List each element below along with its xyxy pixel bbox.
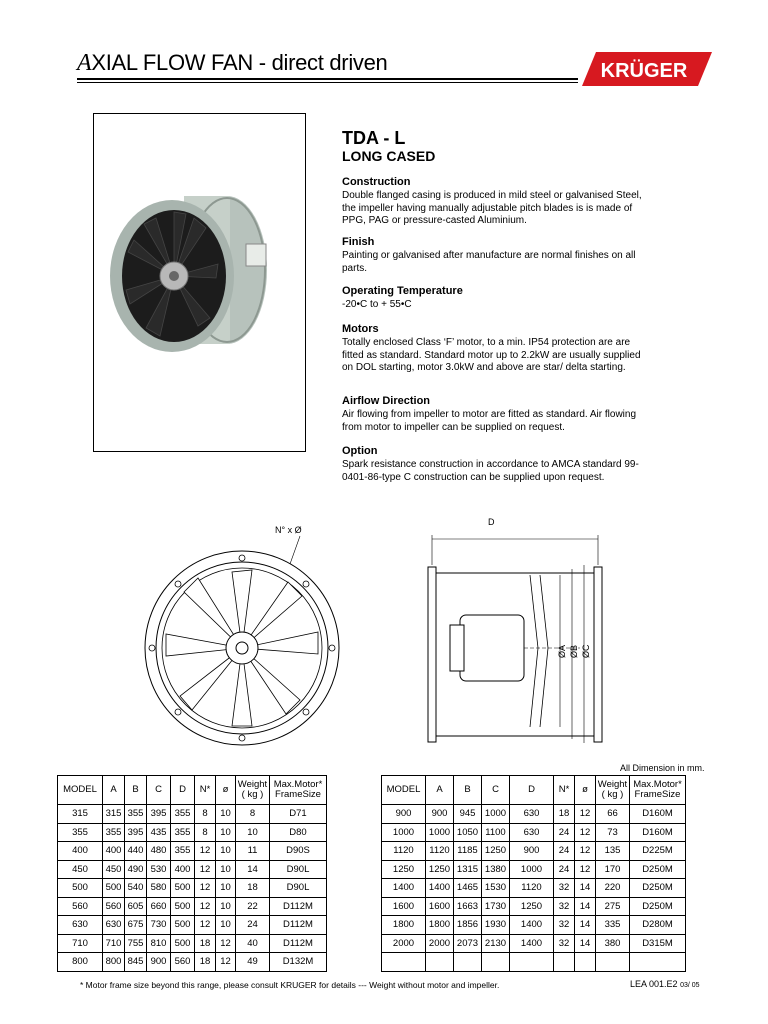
table-cell: 1930 bbox=[482, 916, 510, 935]
table-cell: 170 bbox=[596, 860, 630, 879]
section-airflow bbox=[342, 395, 642, 434]
section-heading: Option bbox=[342, 445, 378, 457]
table-cell: 14 bbox=[236, 860, 270, 879]
table-cell: 900 bbox=[510, 842, 554, 861]
table-row bbox=[382, 879, 686, 898]
column-header: C bbox=[482, 776, 510, 805]
table-cell: 755 bbox=[125, 934, 147, 953]
table-cell: 1400 bbox=[510, 934, 554, 953]
table-cell: 1400 bbox=[510, 916, 554, 935]
dim-label-b: ØB bbox=[569, 644, 579, 658]
table-cell: 1000 bbox=[482, 805, 510, 824]
table-cell: 40 bbox=[236, 934, 270, 953]
table-cell: 355 bbox=[171, 842, 195, 861]
table-cell: 845 bbox=[125, 953, 147, 972]
table-cell: 1800 bbox=[382, 916, 426, 935]
table-cell bbox=[482, 953, 510, 972]
table-cell bbox=[510, 953, 554, 972]
table-cell: 710 bbox=[58, 934, 103, 953]
table-cell: 660 bbox=[147, 897, 171, 916]
table-cell: 540 bbox=[125, 879, 147, 898]
table-cell: 1000 bbox=[426, 823, 454, 842]
table-cell: 710 bbox=[103, 934, 125, 953]
table-cell: 900 bbox=[426, 805, 454, 824]
column-header: B bbox=[454, 776, 482, 805]
table-cell: 675 bbox=[125, 916, 147, 935]
spec-table-left bbox=[57, 775, 327, 972]
table-cell bbox=[596, 953, 630, 972]
table-cell: 18 bbox=[236, 879, 270, 898]
table-cell: 14 bbox=[575, 879, 596, 898]
dim-label-d: D bbox=[488, 517, 495, 527]
table-cell: 1380 bbox=[482, 860, 510, 879]
table-cell: 14 bbox=[575, 916, 596, 935]
table-cell: 500 bbox=[171, 916, 195, 935]
table-cell: 14 bbox=[575, 934, 596, 953]
table-cell: D160M bbox=[630, 823, 686, 842]
table-cell: 8 bbox=[195, 805, 216, 824]
table-cell: 450 bbox=[58, 860, 103, 879]
table-cell: D250M bbox=[630, 897, 686, 916]
model-subtitle: LONG CASED bbox=[342, 148, 436, 164]
table-cell: 480 bbox=[147, 842, 171, 861]
table-cell: 1185 bbox=[454, 842, 482, 861]
table-cell: 32 bbox=[554, 934, 575, 953]
table-cell: 10 bbox=[216, 842, 236, 861]
table-cell: 1600 bbox=[426, 897, 454, 916]
section-heading: Construction bbox=[342, 176, 411, 188]
dim-label-c: ØC bbox=[581, 644, 591, 658]
column-header: MODEL bbox=[58, 776, 103, 805]
table-cell: 1250 bbox=[426, 860, 454, 879]
table-cell: 10 bbox=[216, 860, 236, 879]
table-cell: 12 bbox=[195, 897, 216, 916]
table-cell: D315M bbox=[630, 934, 686, 953]
table-cell: 2073 bbox=[454, 934, 482, 953]
table-cell: 1663 bbox=[454, 897, 482, 916]
table-cell: 49 bbox=[236, 953, 270, 972]
table-cell: 24 bbox=[236, 916, 270, 935]
table-cell bbox=[554, 953, 575, 972]
table-cell: 500 bbox=[171, 934, 195, 953]
page-title bbox=[77, 50, 388, 77]
table-cell: 12 bbox=[216, 934, 236, 953]
table-cell: D250M bbox=[630, 860, 686, 879]
column-header: C bbox=[147, 776, 171, 805]
table-cell: 560 bbox=[103, 897, 125, 916]
front-view-drawing bbox=[140, 520, 360, 740]
section-heading: Motors bbox=[342, 323, 379, 335]
doc-date: 03/ 05 bbox=[680, 982, 700, 989]
table-cell: 1856 bbox=[454, 916, 482, 935]
table-row bbox=[382, 860, 686, 879]
table-cell: 10 bbox=[216, 916, 236, 935]
table-cell: 730 bbox=[147, 916, 171, 935]
table-cell: 12 bbox=[216, 953, 236, 972]
section-text: Totally enclosed Class ‘F’ motor, to a min. IP54 protection are are fitted as standard. Standard motor up to 2.2kW are usually supplied on DOL starting, motor 3.0kW and above are star/ delta starting. bbox=[342, 337, 641, 374]
column-header: N* bbox=[554, 776, 575, 805]
table-row bbox=[58, 934, 327, 953]
table-cell: 1600 bbox=[382, 897, 426, 916]
section-text: -20•C to + 55•C bbox=[342, 299, 412, 311]
section-construction bbox=[342, 176, 642, 228]
table-cell: 275 bbox=[596, 897, 630, 916]
table-cell: 580 bbox=[147, 879, 171, 898]
holes-label: N° x Ø bbox=[275, 525, 302, 535]
table-cell: 400 bbox=[103, 842, 125, 861]
table-cell: 10 bbox=[216, 805, 236, 824]
section-text: Painting or galvanised after manufacture are normal finishes on all parts. bbox=[342, 250, 636, 274]
table-cell: 315 bbox=[58, 805, 103, 824]
section-motors bbox=[342, 323, 642, 375]
model-code: TDA - L bbox=[342, 128, 406, 148]
column-header: N* bbox=[195, 776, 216, 805]
title-initial: A bbox=[77, 50, 92, 76]
table-cell: 18 bbox=[195, 953, 216, 972]
table-header-row bbox=[58, 776, 327, 805]
section-text: Air flowing from impeller to motor are fitted as standard. Air flowing from motor to impeller can be supplied on request. bbox=[342, 409, 637, 433]
table-cell: 500 bbox=[171, 879, 195, 898]
section-option bbox=[342, 445, 642, 484]
table-cell: 12 bbox=[195, 879, 216, 898]
column-header: ø bbox=[216, 776, 236, 805]
product-photo-frame bbox=[93, 113, 306, 452]
table-cell: 315 bbox=[103, 805, 125, 824]
dimension-note: All Dimension in mm. bbox=[620, 763, 705, 773]
doc-code: LEA 001.E2 bbox=[630, 979, 678, 989]
table-cell: 355 bbox=[125, 805, 147, 824]
table-cell: 500 bbox=[171, 897, 195, 916]
table-cell: 1000 bbox=[382, 823, 426, 842]
table-row bbox=[58, 953, 327, 972]
table-cell: 1400 bbox=[426, 879, 454, 898]
table-cell: 335 bbox=[596, 916, 630, 935]
footnote: * Motor frame size beyond this range, please consult KRUGER for details --- Weight without motor and impeller. bbox=[80, 980, 500, 990]
table-cell: 945 bbox=[454, 805, 482, 824]
table-cell: 32 bbox=[554, 879, 575, 898]
table-cell: 18 bbox=[554, 805, 575, 824]
dim-label-a: ØA bbox=[557, 644, 567, 658]
table-cell: 395 bbox=[125, 823, 147, 842]
table-cell: 22 bbox=[236, 897, 270, 916]
table-cell: D90S bbox=[270, 842, 327, 861]
column-header: A bbox=[426, 776, 454, 805]
table-row bbox=[382, 897, 686, 916]
table-cell: 24 bbox=[554, 823, 575, 842]
table-cell: 355 bbox=[58, 823, 103, 842]
table-cell: 560 bbox=[171, 953, 195, 972]
table-cell: 630 bbox=[58, 916, 103, 935]
table-cell: 400 bbox=[171, 860, 195, 879]
table-cell: 355 bbox=[171, 805, 195, 824]
column-header: ø bbox=[575, 776, 596, 805]
table-cell: 12 bbox=[575, 860, 596, 879]
column-header: Weight ( kg ) bbox=[236, 776, 270, 805]
table-row bbox=[58, 805, 327, 824]
table-cell bbox=[630, 953, 686, 972]
table-cell: 435 bbox=[147, 823, 171, 842]
table-row bbox=[382, 842, 686, 861]
section-text: Spark resistance construction in accordance to AMCA standard 99-0401-86-type C construction can be supplied upon request. bbox=[342, 459, 639, 483]
table-row bbox=[58, 823, 327, 842]
table-row bbox=[58, 842, 327, 861]
header-rule bbox=[77, 78, 578, 80]
table-cell: D112M bbox=[270, 897, 327, 916]
section-heading: Airflow Direction bbox=[342, 395, 431, 407]
table-cell: 530 bbox=[147, 860, 171, 879]
side-view-drawing bbox=[420, 515, 620, 750]
table-cell: 8 bbox=[195, 823, 216, 842]
table-cell: 220 bbox=[596, 879, 630, 898]
spec-table-right bbox=[381, 775, 686, 972]
table-cell: 1100 bbox=[482, 823, 510, 842]
title-text: XIAL FLOW FAN - direct driven bbox=[91, 50, 388, 75]
table-cell: 1120 bbox=[382, 842, 426, 861]
section-finish bbox=[342, 236, 642, 275]
table-body bbox=[382, 805, 686, 972]
table-cell: 10 bbox=[216, 823, 236, 842]
table-row bbox=[382, 805, 686, 824]
table-cell: D112M bbox=[270, 916, 327, 935]
table-row bbox=[382, 934, 686, 953]
table-cell: D132M bbox=[270, 953, 327, 972]
table-cell: D90L bbox=[270, 879, 327, 898]
table-cell: 8 bbox=[236, 805, 270, 824]
table-cell: 12 bbox=[575, 823, 596, 842]
table-cell: D160M bbox=[630, 805, 686, 824]
table-cell: 500 bbox=[58, 879, 103, 898]
column-header: B bbox=[125, 776, 147, 805]
fan-photo bbox=[94, 114, 305, 451]
table-cell: 355 bbox=[103, 823, 125, 842]
column-header: Max.Motor* FrameSize bbox=[270, 776, 327, 805]
table-cell: 395 bbox=[147, 805, 171, 824]
column-header: A bbox=[103, 776, 125, 805]
table-cell bbox=[575, 953, 596, 972]
table-cell: 500 bbox=[103, 879, 125, 898]
table-cell: 1465 bbox=[454, 879, 482, 898]
section-temperature bbox=[342, 285, 642, 312]
table-cell: D71 bbox=[270, 805, 327, 824]
table-cell bbox=[382, 953, 426, 972]
table-cell: 1120 bbox=[426, 842, 454, 861]
table-cell: 32 bbox=[554, 897, 575, 916]
table-cell: 560 bbox=[58, 897, 103, 916]
table-cell: 490 bbox=[125, 860, 147, 879]
table-cell: 1250 bbox=[510, 897, 554, 916]
table-cell: 1400 bbox=[382, 879, 426, 898]
section-heading: Operating Temperature bbox=[342, 285, 463, 297]
table-cell: 1530 bbox=[482, 879, 510, 898]
document-reference bbox=[630, 979, 700, 989]
table-cell: 12 bbox=[195, 842, 216, 861]
table-row bbox=[382, 823, 686, 842]
column-header: Weight ( kg ) bbox=[596, 776, 630, 805]
table-cell: 1250 bbox=[482, 842, 510, 861]
table-cell: 630 bbox=[103, 916, 125, 935]
table-cell: 1250 bbox=[382, 860, 426, 879]
table-cell: 12 bbox=[575, 805, 596, 824]
table-row bbox=[58, 879, 327, 898]
table-cell: 630 bbox=[510, 823, 554, 842]
table-cell: 12 bbox=[195, 916, 216, 935]
table-row bbox=[382, 916, 686, 935]
section-text: Double flanged casing is produced in mild steel or galvanised Steel, the impeller having manually adjustable pitch blades is is made of PPG, PAG or pressure-casted Aluminium. bbox=[342, 190, 642, 227]
table-cell: 10 bbox=[216, 879, 236, 898]
table-cell: 12 bbox=[575, 842, 596, 861]
table-cell: 440 bbox=[125, 842, 147, 861]
table-cell: 800 bbox=[58, 953, 103, 972]
table-cell: D90L bbox=[270, 860, 327, 879]
column-header: D bbox=[510, 776, 554, 805]
table-cell: 14 bbox=[575, 897, 596, 916]
table-row bbox=[382, 953, 686, 972]
logo-text: KRÜGER bbox=[600, 60, 688, 82]
column-header: D bbox=[171, 776, 195, 805]
table-cell: D112M bbox=[270, 934, 327, 953]
table-cell: 135 bbox=[596, 842, 630, 861]
table-cell: 900 bbox=[382, 805, 426, 824]
table-cell: 380 bbox=[596, 934, 630, 953]
table-cell: 630 bbox=[510, 805, 554, 824]
table-cell: 800 bbox=[103, 953, 125, 972]
table-cell: 450 bbox=[103, 860, 125, 879]
header-rule-thin bbox=[77, 82, 578, 83]
table-cell: 18 bbox=[195, 934, 216, 953]
table-cell: 1730 bbox=[482, 897, 510, 916]
table-body bbox=[58, 805, 327, 972]
table-cell: 2130 bbox=[482, 934, 510, 953]
table-cell: 2000 bbox=[426, 934, 454, 953]
table-cell bbox=[426, 953, 454, 972]
table-row bbox=[58, 916, 327, 935]
table-cell: 810 bbox=[147, 934, 171, 953]
table-cell: 73 bbox=[596, 823, 630, 842]
section-heading: Finish bbox=[342, 236, 375, 248]
table-cell: 1050 bbox=[454, 823, 482, 842]
table-cell: 24 bbox=[554, 860, 575, 879]
table-cell: 1120 bbox=[510, 879, 554, 898]
table-cell: 1800 bbox=[426, 916, 454, 935]
table-cell: 355 bbox=[171, 823, 195, 842]
table-cell: 12 bbox=[195, 860, 216, 879]
table-cell: 11 bbox=[236, 842, 270, 861]
table-cell: 10 bbox=[216, 897, 236, 916]
table-cell: 1315 bbox=[454, 860, 482, 879]
table-cell: 400 bbox=[58, 842, 103, 861]
table-cell: 605 bbox=[125, 897, 147, 916]
table-header-row bbox=[382, 776, 686, 805]
kruger-logo bbox=[582, 52, 712, 86]
column-header: MODEL bbox=[382, 776, 426, 805]
table-cell: D225M bbox=[630, 842, 686, 861]
table-cell: 24 bbox=[554, 842, 575, 861]
table-cell: 32 bbox=[554, 916, 575, 935]
table-cell: 1000 bbox=[510, 860, 554, 879]
table-cell: 900 bbox=[147, 953, 171, 972]
table-cell: 10 bbox=[236, 823, 270, 842]
table-row bbox=[58, 897, 327, 916]
table-cell: D80 bbox=[270, 823, 327, 842]
table-cell: 66 bbox=[596, 805, 630, 824]
table-cell: 2000 bbox=[382, 934, 426, 953]
table-cell: D250M bbox=[630, 879, 686, 898]
column-header: Max.Motor* FrameSize bbox=[630, 776, 686, 805]
table-cell: D280M bbox=[630, 916, 686, 935]
table-row bbox=[58, 860, 327, 879]
table-cell bbox=[454, 953, 482, 972]
